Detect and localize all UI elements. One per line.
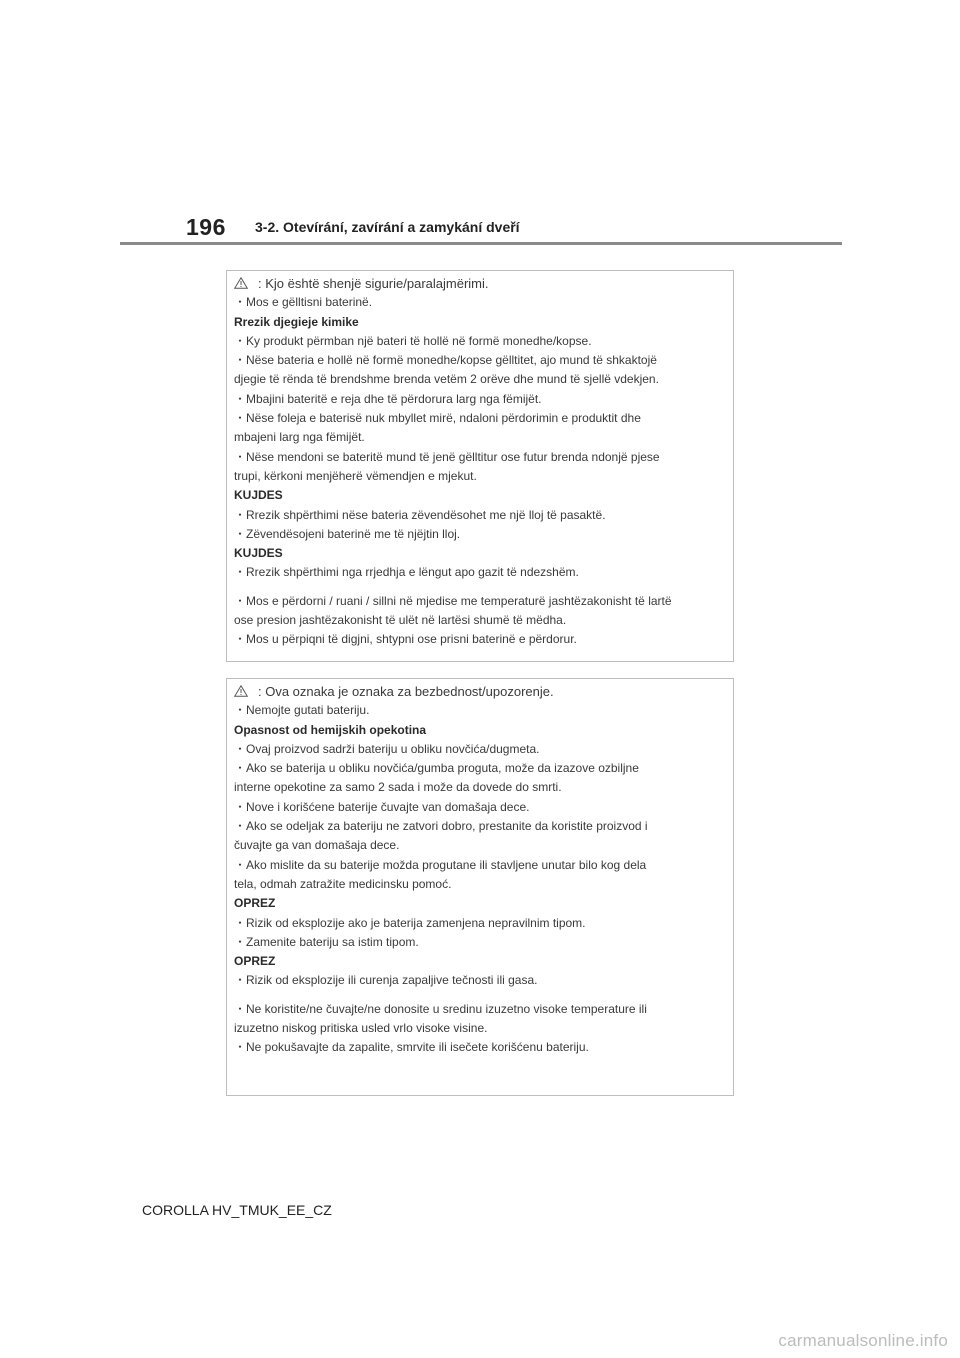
notice-box-albanian [226,270,734,662]
notice-line: ・Nemojte gutati bateriju. [234,703,370,718]
notice-line [234,583,733,592]
notice-line: ・Zamenite bateriju sa istim tipom. [234,934,419,949]
notice-heading: KUJDES [234,488,283,503]
notice-line: ・Rrezik shpërthimi nga rrjedhja e lëngut apo gazit të ndezshëm. [234,565,579,580]
notice-lines-albanian [234,293,733,649]
notice-line: ・Nove i korišćene baterije čuvajte van domašaja dece. [234,799,530,814]
notice-line: čuvajte ga van domašaja dece. [234,838,400,853]
watermark: carmanualsonline.info [778,1331,948,1350]
notice-title-albanian [234,274,733,293]
notice-line: ose presion jashtëzakonisht të ulët në lartësi shumë të mëdha. [234,613,567,628]
notice-heading: Opasnost od hemijskih opekotina [234,722,427,737]
notice-heading: Rrezik djegieje kimike [234,314,359,329]
notice-line: ・Ne koristite/ne čuvajte/ne donosite u sredinu izuzetno visoke temperature ili [234,1001,647,1016]
page-number: 196 [186,214,226,240]
notice-line: djegie të rënda të brendshme brenda vetëm 2 orëve dhe mund të sjellë vdekjen. [234,372,659,387]
notice-title-text: : Kjo është shenjë sigurie/paralajmërimi. [258,276,489,291]
notice-line [234,991,733,1000]
warning-triangle-icon [234,277,248,289]
notice-title-text: : Ova oznaka je oznaka za bezbednost/upozorenje. [258,684,554,699]
warning-triangle-icon [234,685,248,697]
notice-line: ・Nëse foleja e baterisë nuk mbyllet mirë, ndaloni përdorimin e produktit dhe [234,411,641,426]
notice-line: ・Ovaj proizvod sadrži bateriju u obliku novčića/dugmeta. [234,741,540,756]
notice-heading: OPREZ [234,896,276,911]
notice-lines-serbian [234,701,733,1057]
notice-line: ・Ky produkt përmban një bateri të hollë në formë monedhe/kopse. [234,333,592,348]
notice-title-serbian [234,682,733,701]
notice-line: tela, odmah zatražite medicinsku pomoć. [234,876,452,891]
notice-line: ・Rizik od eksplozije ako je baterija zamenjena nepravilnim tipom. [234,915,586,930]
notice-line: interne opekotine za samo 2 sada i može da dovede do smrti. [234,780,562,795]
notice-line: ・Mbajini bateritë e reja dhe të përdorura larg nga fëmijët. [234,391,542,406]
notice-line: ・Ako se baterija u obliku novčića/gumba proguta, može da izazove ozbiljne [234,761,639,776]
notice-line: ・Mos u përpiqni të digjni, shtypni ose prisni baterinë e përdorur. [234,632,577,647]
notice-line: ・Zëvendësojeni baterinë me të njëjtin lloj. [234,526,461,541]
model-code: COROLLA HV_TMUK_EE_CZ [142,1202,332,1218]
notice-line: ・Rizik od eksplozije ili curenja zapaljive tečnosti ili gasa. [234,973,538,988]
notice-line: trupi, kërkoni menjëherë vëmendjen e mjekut. [234,468,477,483]
notice-line: ・Ako se odeljak za bateriju ne zatvori dobro, prestanite da koristite proizvod i [234,819,648,834]
notice-heading: KUJDES [234,546,283,561]
notice-line: ・Rrezik shpërthimi nëse bateria zëvendësohet me një lloj të pasaktë. [234,507,606,522]
notice-line: mbajeni larg nga fëmijët. [234,430,365,445]
notice-line: ・Mos e gëlltisni baterinë. [234,295,373,310]
notice-line: ・Ne pokušavajte da zapalite, smrvite ili isečete korišćenu bateriju. [234,1040,589,1055]
header-divider [120,242,842,245]
notice-line: ・Mos e përdorni / ruani / sillni në mjedise me temperaturë jashtëzakonisht të lartë [234,593,672,608]
notice-line: ・Ako mislite da su baterije možda progutane ili stavljene unutar bilo kog dela [234,857,647,872]
section-title: 3-2. Otevírání, zavírání a zamykání dveří [255,219,520,235]
notice-line: ・Nëse mendoni se bateritë mund të jenë gëlltitur ose futur brenda ndonjë pjese [234,449,660,464]
notice-heading: OPREZ [234,954,276,969]
notice-box-serbian [226,678,734,1096]
notice-line: ・Nëse bateria e hollë në formë monedhe/kopse gëlltitet, ajo mund të shkaktojë [234,353,657,368]
notice-line: izuzetno niskog pritiska usled vrlo visoke visine. [234,1021,488,1036]
